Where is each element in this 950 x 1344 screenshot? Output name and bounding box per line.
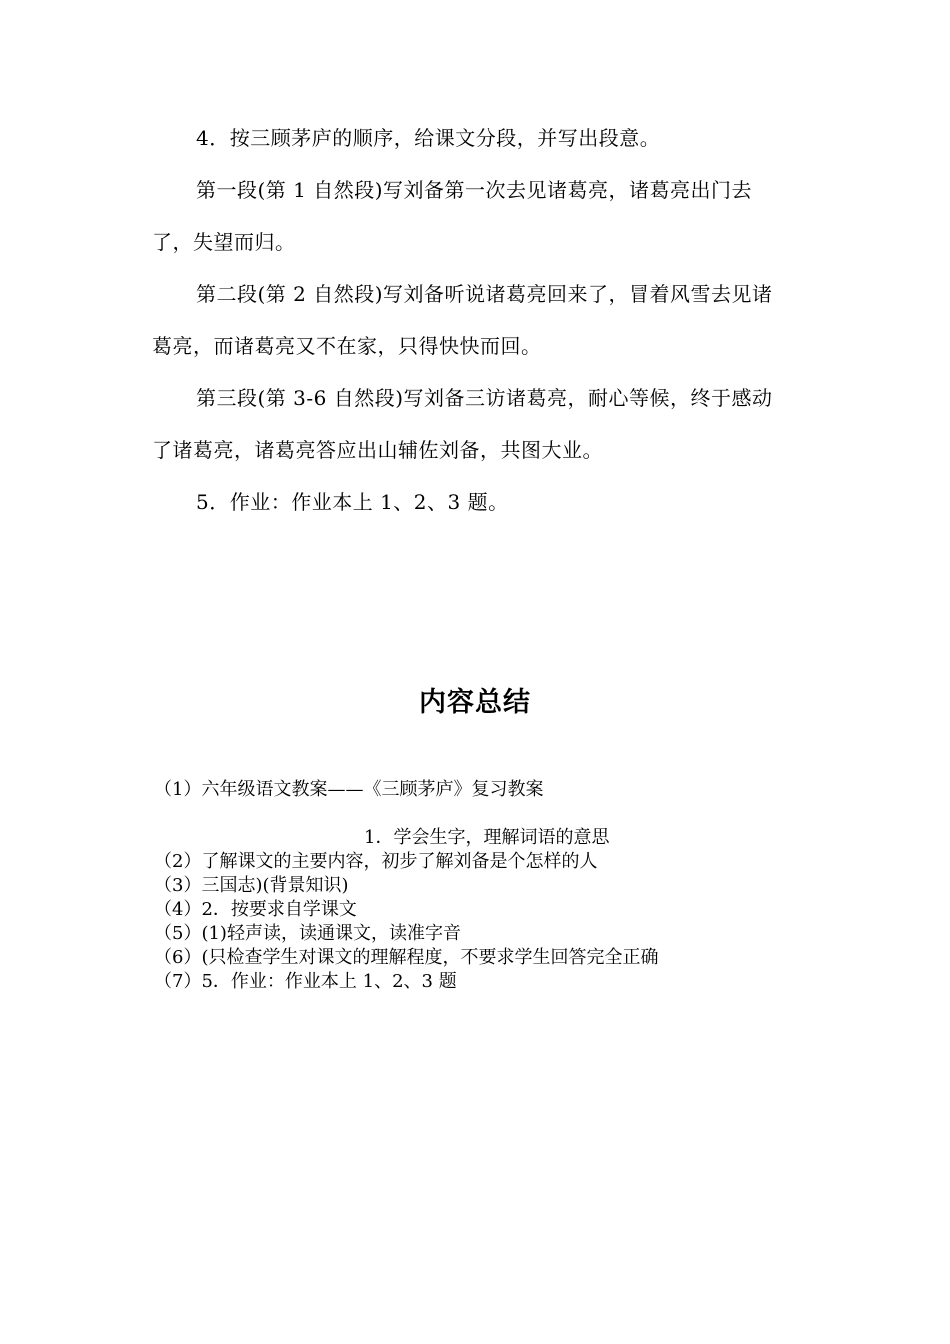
summary-title: 内容总结 <box>419 687 531 718</box>
paragraph-section-1: 第一段(第 1 自然段)写刘备第一次去见诸葛亮，诸葛亮出门去了，失望而归。 <box>152 178 753 254</box>
summary-item-6: （6）(只检查学生对课文的理解程度，不要求学生回答完全正确 <box>154 947 659 968</box>
paragraph-section-3: 第三段(第 3-6 自然段)写刘备三访诸葛亮，耐心等候，终于感动了诸葛亮，诸葛亮答应出山辅佐刘备，共图大业。 <box>152 386 773 462</box>
summary-item-7: （7）5．作业：作业本上 1、2、3 题 <box>154 971 457 992</box>
summary-item-2: （2）了解课文的主要内容，初步了解刘备是个怎样的人 <box>154 851 598 872</box>
summary-item-5: （5）(1)轻声读，读通课文，读准字音 <box>154 923 461 944</box>
paragraph-step-4: 4．按三顾茅庐的顺序，给课文分段，并写出段意。 <box>196 126 661 150</box>
summary-centered-line: 1．学会生字，理解词语的意思 <box>364 827 610 848</box>
summary-item-1: （1）六年级语文教案——《三顾茅庐》复习教案 <box>154 779 544 800</box>
summary-item-4: （4）2．按要求自学课文 <box>154 899 357 920</box>
summary-list <box>154 850 658 994</box>
paragraph-section-2: 第二段(第 2 自然段)写刘备听说诸葛亮回来了，冒着风雪去见诸葛亮，而诸葛亮又不在家，只得快快而回。 <box>152 282 773 358</box>
summary-item-3: （3）三国志)(背景知识) <box>154 875 349 896</box>
paragraph-homework: 5．作业：作业本上 1、2、3 题。 <box>196 490 509 514</box>
